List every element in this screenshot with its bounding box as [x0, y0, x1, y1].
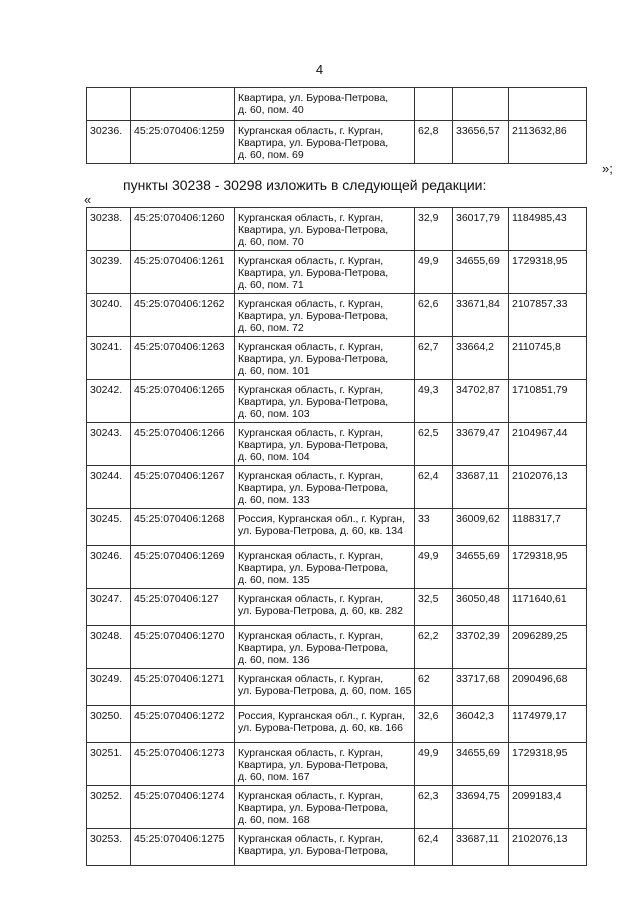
area-cell: 49,9 [415, 546, 453, 589]
address-line: Курганская область, г. Курган, [238, 470, 384, 482]
cadastral-number-cell: 45:25:070406:1274 [131, 786, 235, 829]
address-line: Квартира, ул. Бурова-Петрова, [238, 137, 389, 149]
address-line: д. 60, пом. 103 [238, 408, 310, 420]
cadastral-value-cell: 2102076,13 [509, 829, 587, 866]
table-row [87, 669, 587, 706]
item-number-cell: 30241. [87, 337, 131, 380]
unit-price-cell: 33679,47 [453, 423, 509, 466]
table-row [87, 423, 587, 466]
cadastral-number-cell: 45:25:070406:1260 [131, 208, 235, 251]
item-number-cell: 30242. [87, 380, 131, 423]
area-cell: 62,7 [415, 337, 453, 380]
address-line: Квартира, ул. Бурова-Петрова, [238, 802, 389, 814]
address-cell [235, 669, 415, 706]
address-line: д. 60, пом. 104 [238, 451, 310, 463]
address-line: Квартира, ул. Бурова-Петрова, [238, 92, 389, 104]
cadastral-value-cell: 1171640,61 [509, 589, 587, 626]
table-row [87, 380, 587, 423]
cadastral-number-cell: 45:25:070406:1261 [131, 251, 235, 294]
cadastral-value-cell: 2110745,8 [509, 337, 587, 380]
cadastral-number-cell: 45:25:070406:1271 [131, 669, 235, 706]
cadastral-value-cell: 1174979,17 [509, 706, 587, 743]
address-line: Курганская область, г. Курган, [238, 550, 384, 562]
unit-price-cell: 33717,68 [453, 669, 509, 706]
address-line: Курганская область, г. Курган, [238, 384, 384, 396]
area-cell: 49,3 [415, 380, 453, 423]
area-cell: 33 [415, 509, 453, 546]
area-cell: 32,9 [415, 208, 453, 251]
item-number-cell: 30244. [87, 466, 131, 509]
unit-price-cell: 34702,87 [453, 380, 509, 423]
address-line: Квартира, ул. Бурова-Петрова, [238, 353, 389, 365]
unit-price-cell: 36042,3 [453, 706, 509, 743]
address-line: ул. Бурова-Петрова, д. 60, кв. 282 [238, 605, 403, 617]
address-line: Курганская область, г. Курган, [238, 341, 384, 353]
table-row [87, 786, 587, 829]
table-row [87, 121, 587, 164]
address-line: Курганская область, г. Курган, [238, 790, 384, 802]
cadastral-value-cell: 1729318,95 [509, 546, 587, 589]
cadastral-value-cell: 1710851,79 [509, 380, 587, 423]
address-cell [235, 294, 415, 337]
unit-price-cell: 36017,79 [453, 208, 509, 251]
item-number-cell: 30250. [87, 706, 131, 743]
item-number-cell: 30248. [87, 626, 131, 669]
address-line: д. 60, пом. 135 [238, 574, 310, 586]
address-cell [235, 546, 415, 589]
table-row [87, 589, 587, 626]
item-number-cell: 30240. [87, 294, 131, 337]
address-line: Квартира, ул. Бурова-Петрова, [238, 267, 389, 279]
unit-price-cell: 33687,11 [453, 829, 509, 866]
cadastral-number-cell: 45:25:070406:1275 [131, 829, 235, 866]
address-line: Квартира, ул. Бурова-Петрова, [238, 439, 389, 451]
address-line: д. 60, пом. 70 [238, 236, 304, 248]
address-line: д. 60, пом. 133 [238, 494, 310, 506]
address-line: Квартира, ул. Бурова-Петрова, [238, 310, 389, 322]
item-number-cell: 30251. [87, 743, 131, 786]
address-cell [235, 829, 415, 866]
address-line: д. 60, пом. 71 [238, 279, 304, 291]
table-row [87, 829, 587, 866]
cadastral-value-cell: 2104967,44 [509, 423, 587, 466]
cadastral-value-cell: 2102076,13 [509, 466, 587, 509]
table-row [87, 743, 587, 786]
item-number-cell: 30239. [87, 251, 131, 294]
address-line: Квартира, ул. Бурова-Петрова, [238, 642, 389, 654]
area-cell: 32,5 [415, 589, 453, 626]
table-row [87, 337, 587, 380]
address-line: ул. Бурова-Петрова, д. 60, пом. 165 [238, 685, 412, 697]
area-cell: 32,6 [415, 706, 453, 743]
cadastral-number-cell: 45:25:070406:1270 [131, 626, 235, 669]
table-row [87, 251, 587, 294]
address-line: ул. Бурова-Петрова, д. 60, кв. 166 [238, 722, 403, 734]
register-table [86, 207, 587, 866]
cadastral-number-cell: 45:25:070406:1272 [131, 706, 235, 743]
unit-price-cell: 36050,48 [453, 589, 509, 626]
address-cell [235, 88, 415, 121]
table-row [87, 706, 587, 743]
area-cell: 62,8 [415, 121, 453, 164]
unit-price-cell: 33671,84 [453, 294, 509, 337]
cadastral-number-cell: 45:25:070406:1263 [131, 337, 235, 380]
cadastral-value-cell: 2096289,25 [509, 626, 587, 669]
register-table-continued [86, 87, 587, 164]
address-line: Квартира, ул. Бурова-Петрова, [238, 482, 389, 494]
address-line: Квартира, ул. Бурова-Петрова, [238, 396, 389, 408]
item-number-cell: 30236. [87, 121, 131, 164]
address-line: Курганская область, г. Курган, [238, 833, 384, 845]
address-line: Квартира, ул. Бурова-Петрова, [238, 759, 389, 771]
cadastral-number-cell: 45:25:070406:127 [131, 589, 235, 626]
address-line: Россия, Курганская обл., г. Курган, [238, 710, 405, 722]
cadastral-number-cell [131, 88, 235, 121]
address-cell [235, 208, 415, 251]
cadastral-number-cell: 45:25:070406:1265 [131, 380, 235, 423]
table-row [87, 509, 587, 546]
cadastral-value-cell: 1188317,7 [509, 509, 587, 546]
cadastral-value-cell: 1184985,43 [509, 208, 587, 251]
cadastral-number-cell: 45:25:070406:1262 [131, 294, 235, 337]
area-cell [415, 88, 453, 121]
address-line: д. 60, пом. 101 [238, 365, 310, 377]
address-cell [235, 706, 415, 743]
address-cell [235, 251, 415, 294]
address-line: д. 60, пом. 136 [238, 654, 310, 666]
address-line: Курганская область, г. Курган, [238, 593, 384, 605]
cadastral-value-cell: 1729318,95 [509, 743, 587, 786]
cadastral-number-cell: 45:25:070406:1267 [131, 466, 235, 509]
cadastral-value-cell [509, 88, 587, 121]
address-cell [235, 626, 415, 669]
cadastral-number-cell: 45:25:070406:1266 [131, 423, 235, 466]
unit-price-cell: 33687,11 [453, 466, 509, 509]
address-line: ул. Бурова-Петрова, д. 60, кв. 134 [238, 525, 403, 537]
item-number-cell: 30253. [87, 829, 131, 866]
address-line: Квартира, ул. Бурова-Петрова, [238, 224, 389, 236]
address-line: д. 60, пом. 168 [238, 814, 310, 826]
address-cell [235, 589, 415, 626]
table-row [87, 208, 587, 251]
cadastral-number-cell: 45:25:070406:1269 [131, 546, 235, 589]
area-cell: 62,5 [415, 423, 453, 466]
address-line: д. 60, пом. 167 [238, 771, 310, 783]
address-line: Россия, Курганская обл., г. Курган, [238, 513, 405, 525]
unit-price-cell: 34655,69 [453, 251, 509, 294]
unit-price-cell: 34655,69 [453, 743, 509, 786]
amendment-instruction: пункты 30238 - 30298 изложить в следующей редакции: [123, 177, 487, 193]
address-line: д. 60, пом. 72 [238, 322, 304, 334]
address-line: д. 60, пом. 40 [238, 104, 304, 116]
area-cell: 62,3 [415, 786, 453, 829]
address-line: Квартира, ул. Бурова-Петрова, [238, 562, 389, 574]
area-cell: 62,6 [415, 294, 453, 337]
cadastral-value-cell: 2107857,33 [509, 294, 587, 337]
address-line: Курганская область, г. Курган, [238, 125, 384, 137]
cadastral-number-cell: 45:25:070406:1259 [131, 121, 235, 164]
item-number-cell: 30249. [87, 669, 131, 706]
address-line: Квартира, ул. Бурова-Петрова, [238, 845, 389, 857]
address-line: Курганская область, г. Курган, [238, 255, 384, 267]
item-number-cell: 30243. [87, 423, 131, 466]
unit-price-cell: 33694,75 [453, 786, 509, 829]
opening-quote: « [84, 192, 92, 207]
address-cell [235, 121, 415, 164]
address-cell [235, 786, 415, 829]
address-line: Курганская область, г. Курган, [238, 630, 384, 642]
unit-price-cell: 34655,69 [453, 546, 509, 589]
unit-price-cell: 36009,62 [453, 509, 509, 546]
closing-quote: »; [602, 161, 613, 176]
area-cell: 62,4 [415, 466, 453, 509]
address-line: д. 60, пом. 69 [238, 149, 304, 161]
address-cell [235, 509, 415, 546]
cadastral-value-cell: 1729318,95 [509, 251, 587, 294]
address-line: Курганская область, г. Курган, [238, 673, 384, 685]
address-cell [235, 423, 415, 466]
table-row [87, 88, 587, 121]
item-number-cell: 30246. [87, 546, 131, 589]
area-cell: 62 [415, 669, 453, 706]
cadastral-number-cell: 45:25:070406:1268 [131, 509, 235, 546]
cadastral-value-cell: 2090496,68 [509, 669, 587, 706]
address-cell [235, 380, 415, 423]
table-row [87, 546, 587, 589]
area-cell: 62,4 [415, 829, 453, 866]
address-line: Курганская область, г. Курган, [238, 212, 384, 224]
unit-price-cell: 33664,2 [453, 337, 509, 380]
item-number-cell: 30238. [87, 208, 131, 251]
address-cell [235, 466, 415, 509]
cadastral-value-cell: 2099183,4 [509, 786, 587, 829]
address-line: Курганская область, г. Курган, [238, 427, 384, 439]
address-cell [235, 337, 415, 380]
area-cell: 49,9 [415, 251, 453, 294]
unit-price-cell [453, 88, 509, 121]
address-line: Курганская область, г. Курган, [238, 747, 384, 759]
area-cell: 49,9 [415, 743, 453, 786]
table-row [87, 294, 587, 337]
page-number: 4 [315, 62, 324, 77]
item-number-cell: 30247. [87, 589, 131, 626]
table-row [87, 626, 587, 669]
item-number-cell [87, 88, 131, 121]
unit-price-cell: 33702,39 [453, 626, 509, 669]
address-line: Курганская область, г. Курган, [238, 298, 384, 310]
cadastral-number-cell: 45:25:070406:1273 [131, 743, 235, 786]
item-number-cell: 30252. [87, 786, 131, 829]
address-cell [235, 743, 415, 786]
area-cell: 62,2 [415, 626, 453, 669]
table-row [87, 466, 587, 509]
cadastral-value-cell: 2113632,86 [509, 121, 587, 164]
item-number-cell: 30245. [87, 509, 131, 546]
unit-price-cell: 33656,57 [453, 121, 509, 164]
